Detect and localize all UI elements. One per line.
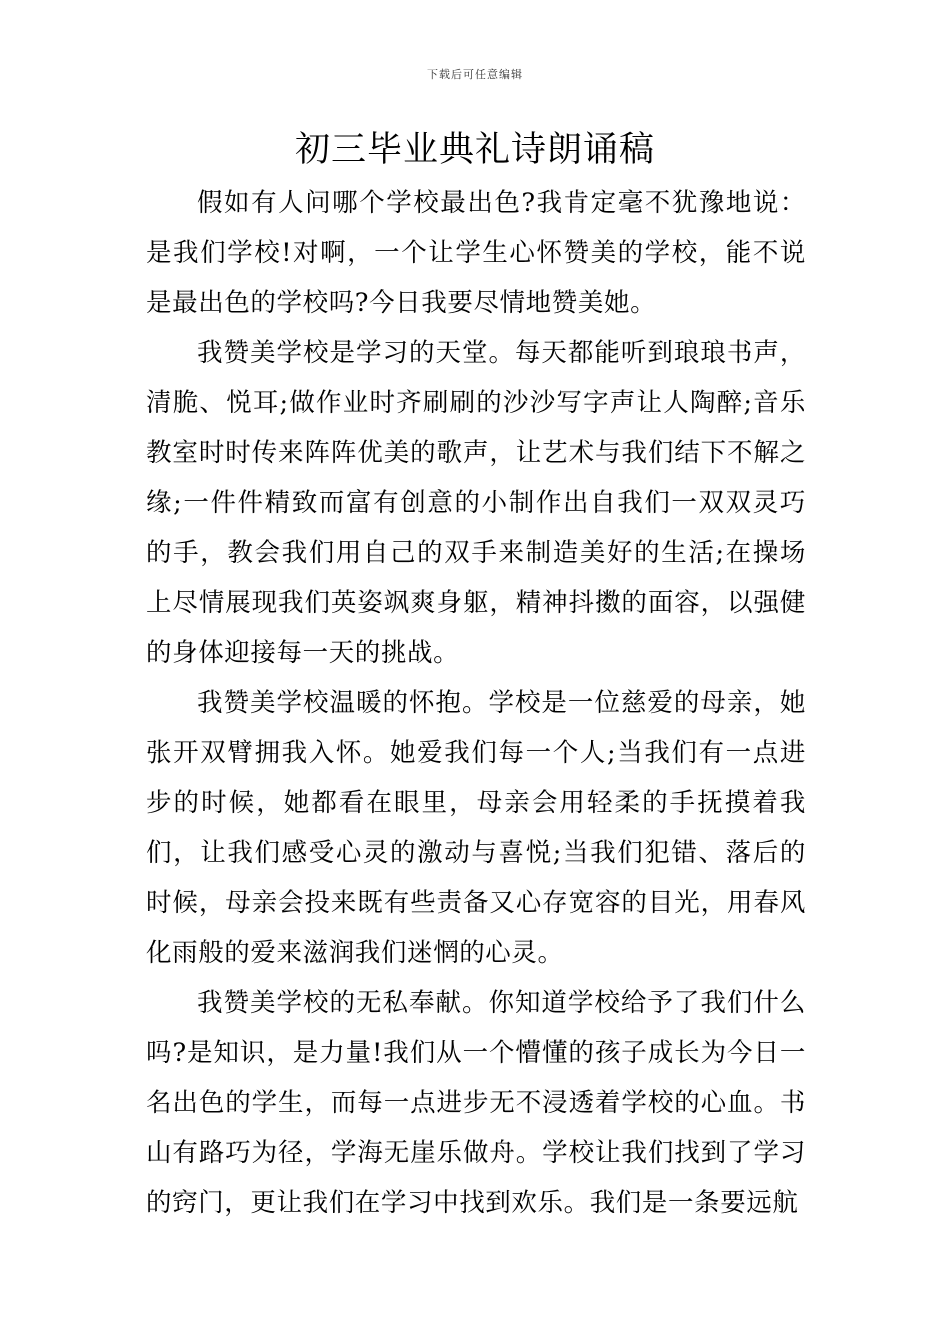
header-note: 下载后可任意编辑 xyxy=(427,68,523,81)
paragraph-3: 我赞美学校温暖的怀抱。学校是一位慈爱的母亲，她张开双臂拥我入怀。她爱我们每一个人;当我们有一点进步的时候，她都看在眼里，母亲会用轻柔的手抚摸着我们，让我们感受心灵的激动与喜悦;当我们犯错、落后的时候，母亲会投来既有些责备又心存宽容的目光，用春风化雨般的爱来滋润我们迷惘的心灵。 xyxy=(146,688,806,968)
paragraph-2: 我赞美学校是学习的天堂。每天都能听到琅琅书声，清脆、悦耳;做作业时齐刷刷的沙沙写字声让人陶醉;音乐教室时时传来阵阵优美的歌声，让艺术与我们结下不解之缘;一件件精致而富有创意的小制作出自我们一双双灵巧的手，教会我们用自己的双手来制造美好的生活;在操场上尽情展现我们英姿飒爽身躯，精神抖擞的面容，以强健的身体迎接每一天的挑战。 xyxy=(146,338,806,668)
document-body xyxy=(146,178,806,1228)
paragraph-1: 假如有人问哪个学校最出色?我肯定毫不犹豫地说：是我们学校!对啊，一个让学生心怀赞美的学校，能不说是最出色的学校吗?今日我要尽情地赞美她。 xyxy=(146,188,806,318)
paragraph-4: 我赞美学校的无私奉献。你知道学校给予了我们什么吗?是知识，是力量!我们从一个懵懂的孩子成长为今日一名出色的学生，而每一点进步无不浸透着学校的心血。书山有路巧为径，学海无崖乐做舟。学校让我们找到了学习的窍门，更让我们在学习中找到欢乐。我们是一条要远航 xyxy=(146,988,806,1218)
document-title: 初三毕业典礼诗朗诵稿 xyxy=(294,130,655,170)
